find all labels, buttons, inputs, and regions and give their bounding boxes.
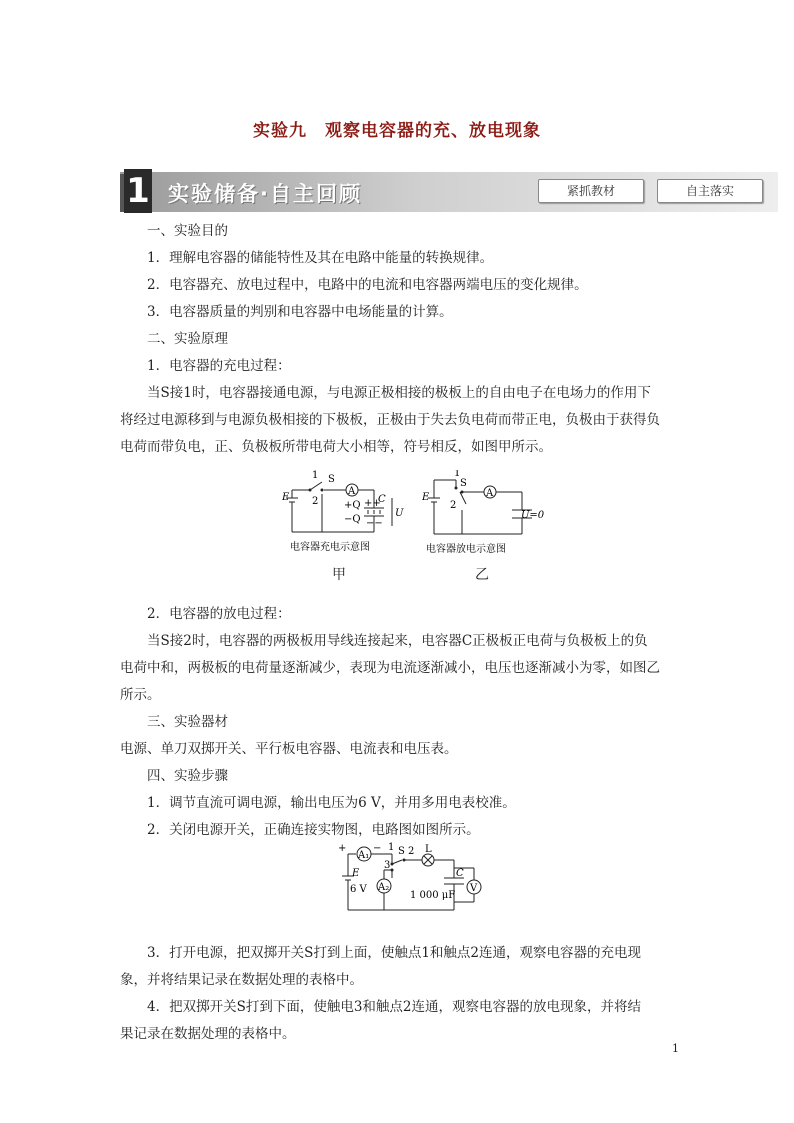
step-4-line-2: 果记录在数据处理的表格中。 bbox=[120, 1026, 296, 1042]
fig-circuit-voltmeter: V bbox=[470, 883, 478, 894]
fig-circuit-s: S bbox=[398, 846, 405, 857]
purpose-item-1: 1．理解电容器的储能特性及其在电路中能量的转换规律。 bbox=[147, 250, 494, 266]
section-heading-steps: 四、实验步骤 bbox=[147, 768, 228, 784]
fig-jia-ammeter: A bbox=[348, 486, 356, 497]
fig-yi-ammeter: A bbox=[486, 488, 494, 499]
principle-sub-discharging: 2．电容器的放电过程： bbox=[147, 606, 291, 622]
section-heading-principle: 二、实验原理 bbox=[147, 331, 228, 347]
fig-circuit-n3: 3 bbox=[384, 860, 391, 871]
fig-circuit-plus: + bbox=[338, 843, 347, 854]
fig-circuit-n1: 1 bbox=[388, 842, 395, 853]
step-3-line-1: 3．打开电源，把双掷开关S打到上面，使触点1和触点2连通，观察电容器的充电现 bbox=[147, 945, 642, 961]
document-body bbox=[120, 218, 676, 1048]
fig-circuit-l: L bbox=[425, 844, 432, 855]
step-4-line-1: 4．把双掷开关S打到下面，使触电3和触点2连通，观察电容器的放电现象，并将结 bbox=[147, 999, 642, 1015]
step-2: 2．关闭电源开关，正确连接实物图，电路图如图所示。 bbox=[147, 822, 480, 838]
section-heading-equipment: 三、实验器材 bbox=[147, 714, 228, 730]
page-number: 1 bbox=[672, 1042, 679, 1055]
section-heading-purpose: 一、实验目的 bbox=[147, 223, 228, 239]
fig-yi-n2: 2 bbox=[450, 500, 457, 511]
equipment-text: 电源、单刀双掷开关、平行板电容器、电流表和电压表。 bbox=[120, 741, 458, 757]
section-banner bbox=[120, 172, 778, 212]
charging-text-line-2: 将经过电源移到与电源负极相接的下极板，正极由于失去负电荷而带正电，负极由于获得负 bbox=[120, 412, 660, 428]
fig-yi-e-label: E bbox=[422, 492, 430, 503]
banner-title: 实验储备·自主回顾 bbox=[168, 182, 362, 206]
fig-jia-c: C bbox=[378, 494, 386, 505]
fig-jia-u: U bbox=[395, 508, 404, 519]
fig-jia-caption: 电容器充电示意图 bbox=[290, 542, 370, 553]
fig-yi-n1: 1 bbox=[454, 470, 461, 479]
fig-jia-minus-q: −Q bbox=[344, 514, 361, 525]
fig-jia-label: 甲 bbox=[332, 567, 346, 583]
step-1: 1．调节直流可调电源，输出电压为6 V，并用多用电表校准。 bbox=[147, 795, 516, 811]
fig-yi-u0: U=0 bbox=[521, 510, 545, 521]
fig-circuit-a1: A₁ bbox=[358, 850, 370, 861]
fig-circuit-e: E bbox=[352, 868, 360, 879]
purpose-item-3: 3．电容器质量的判别和电容器中电场能量的计算。 bbox=[147, 304, 453, 320]
charging-text-line-3: 电荷而带负电，正、负极板所带电荷大小相等，符号相反，如图甲所示。 bbox=[120, 439, 552, 455]
fig-circuit-c: C bbox=[456, 868, 464, 879]
purpose-item-2: 2．电容器充、放电过程中，电路中的电流和电容器两端电压的变化规律。 bbox=[147, 277, 588, 293]
fig-jia-s: S bbox=[328, 474, 335, 485]
fig-yi-caption: 电容器放电示意图 bbox=[426, 544, 506, 555]
fig-jia-n2: 2 bbox=[312, 496, 319, 507]
fig-circuit-a2: A₂ bbox=[378, 882, 390, 893]
fig-jia-pluses: ++ bbox=[364, 498, 381, 509]
fig-jia-plus-q: +Q bbox=[344, 500, 361, 511]
fig-circuit-minus: − bbox=[373, 843, 382, 854]
figure-charging-diagram bbox=[282, 470, 412, 560]
discharging-text-line-3: 所示。 bbox=[120, 687, 161, 703]
fig-yi-s: S bbox=[460, 478, 467, 489]
fig-circuit-volt: 6 V bbox=[350, 884, 367, 895]
fig-yi-label: 乙 bbox=[475, 567, 489, 583]
figure-experiment-circuit bbox=[336, 840, 492, 916]
fig-jia-n1: 1 bbox=[312, 470, 319, 481]
fig-circuit-n2: 2 bbox=[408, 846, 415, 857]
figure-discharging-diagram bbox=[422, 470, 552, 560]
discharging-text-line-1: 当S接2时，电容器的两极板用导线连接起来，电容器C正极板正电荷与负极板上的负 bbox=[147, 633, 648, 649]
fig-jia-e-label: E bbox=[282, 492, 290, 503]
tag-button-practice[interactable]: 自主落实 bbox=[657, 179, 763, 203]
discharging-text-line-2: 电荷中和，两极板的电荷量逐渐减少，表现为电流逐渐减小，电压也逐渐减小为零，如图乙 bbox=[120, 660, 660, 676]
banner-number: 1 bbox=[124, 169, 152, 213]
charging-text-line-1: 当S接1时，电容器接通电源，与电源正极相接的极板上的自由电子在电场力的作用下 bbox=[147, 385, 651, 401]
page-title: 实验九 观察电容器的充、放电现象 bbox=[253, 121, 541, 141]
tag-button-textbook[interactable]: 紧抓教材 bbox=[538, 179, 644, 203]
principle-sub-charging: 1．电容器的充电过程： bbox=[147, 358, 291, 374]
fig-circuit-cap: 1 000 μF bbox=[410, 890, 456, 901]
step-3-line-2: 象，并将结果记录在数据处理的表格中。 bbox=[120, 972, 363, 988]
fig-jia-minuses: −− bbox=[366, 518, 383, 529]
